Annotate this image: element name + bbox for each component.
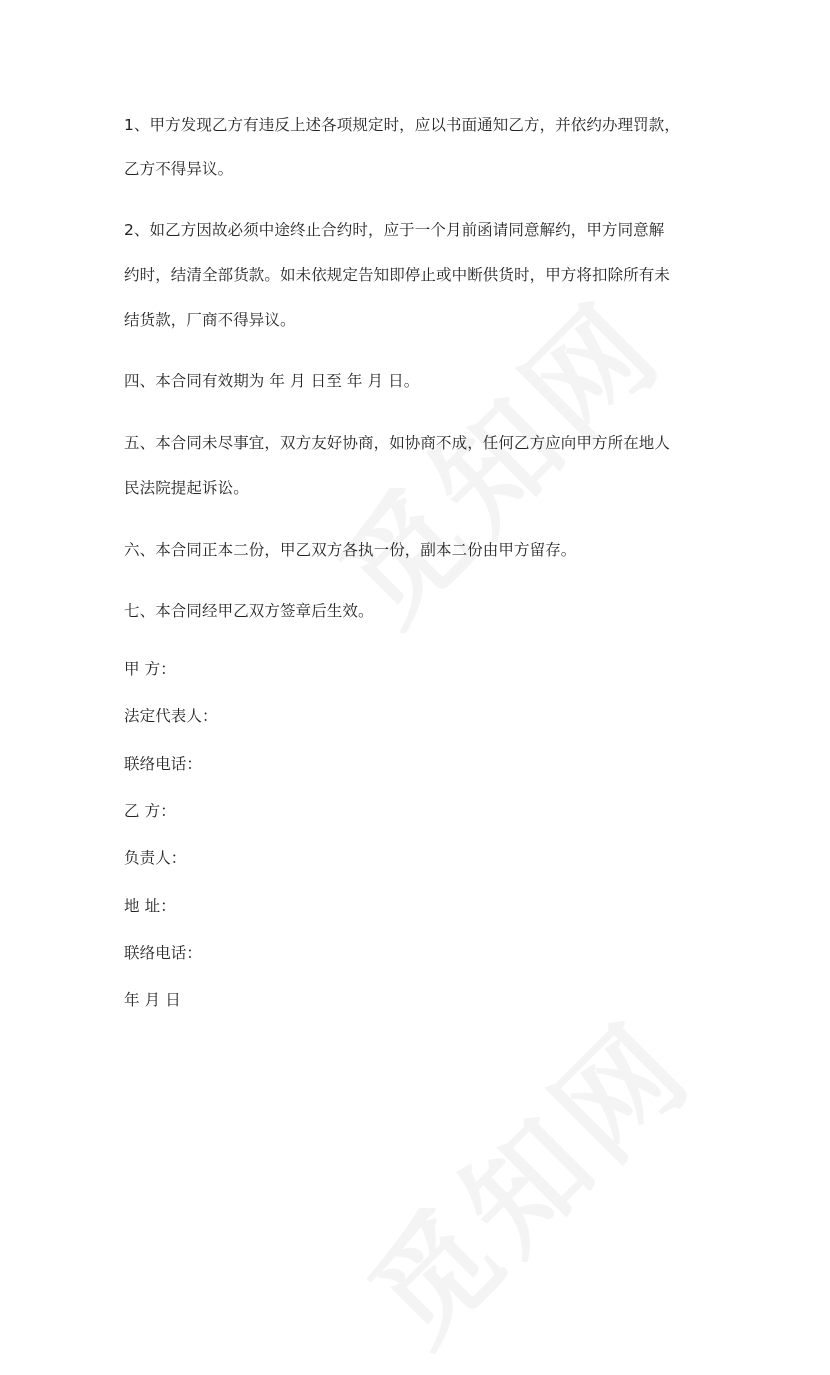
section-6-copies: 六、本合同正本二份，甲乙双方各执一份，副本二份由甲方留存。: [124, 541, 577, 559]
party-b-label: 乙 方：: [124, 802, 176, 820]
clause-2-line-1: 2、如乙方因故必须中途终止合约时，应于一个月前函请同意解约，甲方同意解: [124, 221, 665, 239]
clause-2-line-3: 结货款，厂商不得异议。: [124, 311, 296, 329]
clause-1-line-2: 乙方不得异议。: [124, 160, 234, 178]
section-4-term: 四、本合同有效期为 年 月 日至 年 月 日。: [124, 372, 420, 390]
legal-representative-label: 法定代表人：: [124, 707, 218, 725]
party-b-phone-label: 联络电话：: [124, 944, 203, 962]
clause-1-line-1: 1、甲方发现乙方有违反上述各项规定时，应以书面通知乙方，并依约办理罚款，: [124, 116, 680, 134]
section-5-line-2: 民法院提起诉讼。: [124, 479, 249, 497]
section-7-effect: 七、本合同经甲乙双方签章后生效。: [124, 602, 374, 620]
party-a-label: 甲 方：: [124, 660, 176, 678]
watermark: [296, 257, 693, 654]
date-label: 年 月 日: [124, 991, 181, 1009]
section-5-line-1: 五、本合同未尽事宜，双方友好协商，如协商不成，任何乙方应向甲方所在地人: [124, 434, 671, 452]
person-in-charge-label: 负责人：: [124, 849, 187, 867]
clause-2-line-2: 约时，结清全部货款。如未依规定告知即停止或中断供货时，甲方将扣除所有未: [124, 266, 671, 284]
watermark-bottom: [326, 977, 723, 1374]
address-label: 地 址：: [124, 897, 176, 915]
party-a-phone-label: 联络电话：: [124, 755, 203, 773]
